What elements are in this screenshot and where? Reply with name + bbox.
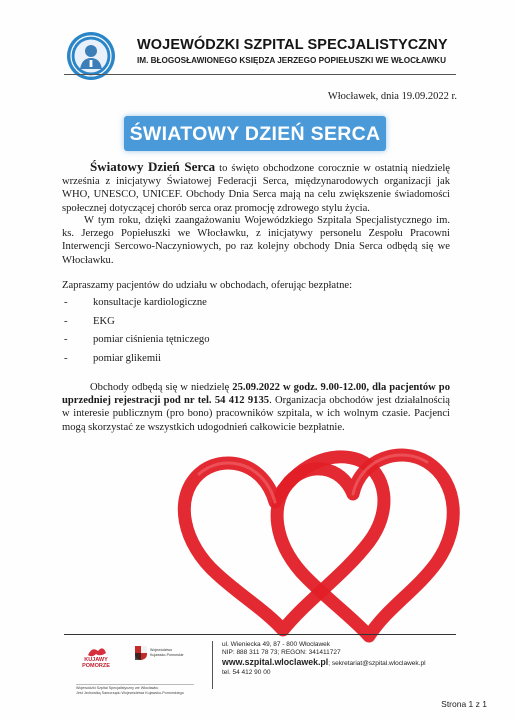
hospital-name: WOJEWÓDZKI SZPITAL SPECJALISTYCZNY	[137, 37, 448, 53]
voivodeship-label-2: Kujawsko-Pomorskie	[150, 652, 184, 657]
event-text-a: Obchody odbędą się w niedzielę	[90, 382, 233, 393]
organizer-paragraph: W tym roku, dzięki zaangażowaniu Wojewódzkiego Szpitala Specjalistycznego im. ks. Jerzego Popiełuszki we Włocławku, z inicjatywy personelu Zespołu Pracowni Interwencji Sercowo-Naczyniowych, po raz kolejny obchody Dnia Serca odbędą się we Włocławku.	[62, 215, 450, 266]
date-line: Włocławek, dnia 19.09.2022 r.	[327, 91, 457, 102]
coat-of-arms-icon	[135, 646, 147, 660]
event-details-paragraph	[62, 381, 450, 434]
list-item	[64, 352, 364, 371]
hospital-patron: IM. BŁOGOSŁAWIONEGO KSIĘDZA JERZEGO POPIEŁUSZKI WE WŁOCŁAWKU	[137, 56, 447, 65]
region-logo-text: KUJAWY POMORZE	[82, 657, 110, 669]
service-label: EKG	[93, 315, 115, 327]
website-link[interactable]: www.szpital.wloclawek.pl	[222, 657, 329, 667]
list-dash: -	[64, 315, 68, 327]
event-text-c: . Organizacja obchodów jest działalnością w interesie publicznym (pro bono) pracowników szpitala, w ich wolnym czasie. Pacjenci mogą skorzystać ze wszystkich udogodnień całkowicie bezpłatnie.	[62, 395, 450, 433]
list-dash: -	[64, 297, 68, 308]
address-line: ul. Wieniecka 49, 87 - 800 Włocławek	[222, 641, 331, 648]
event-date-registration: 25.09.2022 w godz. 9.00-12.00, dla pacjentów po uprzedniej rejestracji pod nr tel. 54 412 9135	[62, 382, 450, 407]
phone-line: tel. 54 412 90 00	[222, 669, 271, 676]
list-dash: -	[64, 352, 68, 364]
services-list	[64, 296, 364, 370]
email-link[interactable]: ; sekretariat@szpital.wloclawek.pl	[328, 660, 426, 667]
service-label: pomiar ciśnienia tętniczego	[93, 334, 210, 345]
intro-lead: Światowy Dzień Serca	[90, 159, 216, 174]
footer-separator	[212, 641, 213, 689]
footer-legal-line-2: Jest Jednostką Samorządu Województwa Kujawsko-Pomorskiego	[76, 691, 184, 695]
page-number: Strona 1 z 1	[441, 699, 487, 709]
website-line	[222, 657, 426, 669]
footer-legal-line-1: Wojewódzki Szpital Specjalistyczny we Włocławku	[76, 686, 159, 690]
list-item	[64, 296, 364, 315]
list-item	[64, 315, 364, 334]
two-hearts-icon	[155, 432, 475, 644]
intro-text: to święto obchodzone corocznie w ostatnią niedzielę września z inicjatywy Światowej Federacji Serca, międzynarodowych organizacji jak WHO, UNESCO, UNICEF. Obchody Dnia Serca mają na celu zwiększenie świadomości społecznej dotyczącej chorób serca oraz promocję zdrowego stylu życia.	[62, 163, 450, 214]
banner-title: ŚWIATOWY DZIEŃ SERCA	[129, 123, 381, 145]
list-item	[64, 333, 364, 352]
header-divider	[64, 74, 456, 75]
service-label: pomiar glikemii	[93, 352, 161, 364]
footer-divider	[64, 634, 456, 635]
voivodeship-label-1: Województwo	[150, 648, 173, 652]
service-label: konsultacje kardiologiczne	[93, 297, 207, 308]
intro-paragraph	[62, 160, 450, 215]
nip-regon-line: NIP: 888 311 78 73; REGON: 341411727	[222, 649, 341, 656]
list-dash: -	[64, 334, 68, 345]
invitation-paragraph: Zapraszamy pacjentów do udziału w obchodach, oferując bezpłatne:	[62, 280, 353, 291]
voivodeship-label	[150, 648, 184, 657]
contact-block	[222, 641, 426, 677]
footer-legal-note	[76, 684, 194, 696]
title-banner	[124, 116, 386, 151]
